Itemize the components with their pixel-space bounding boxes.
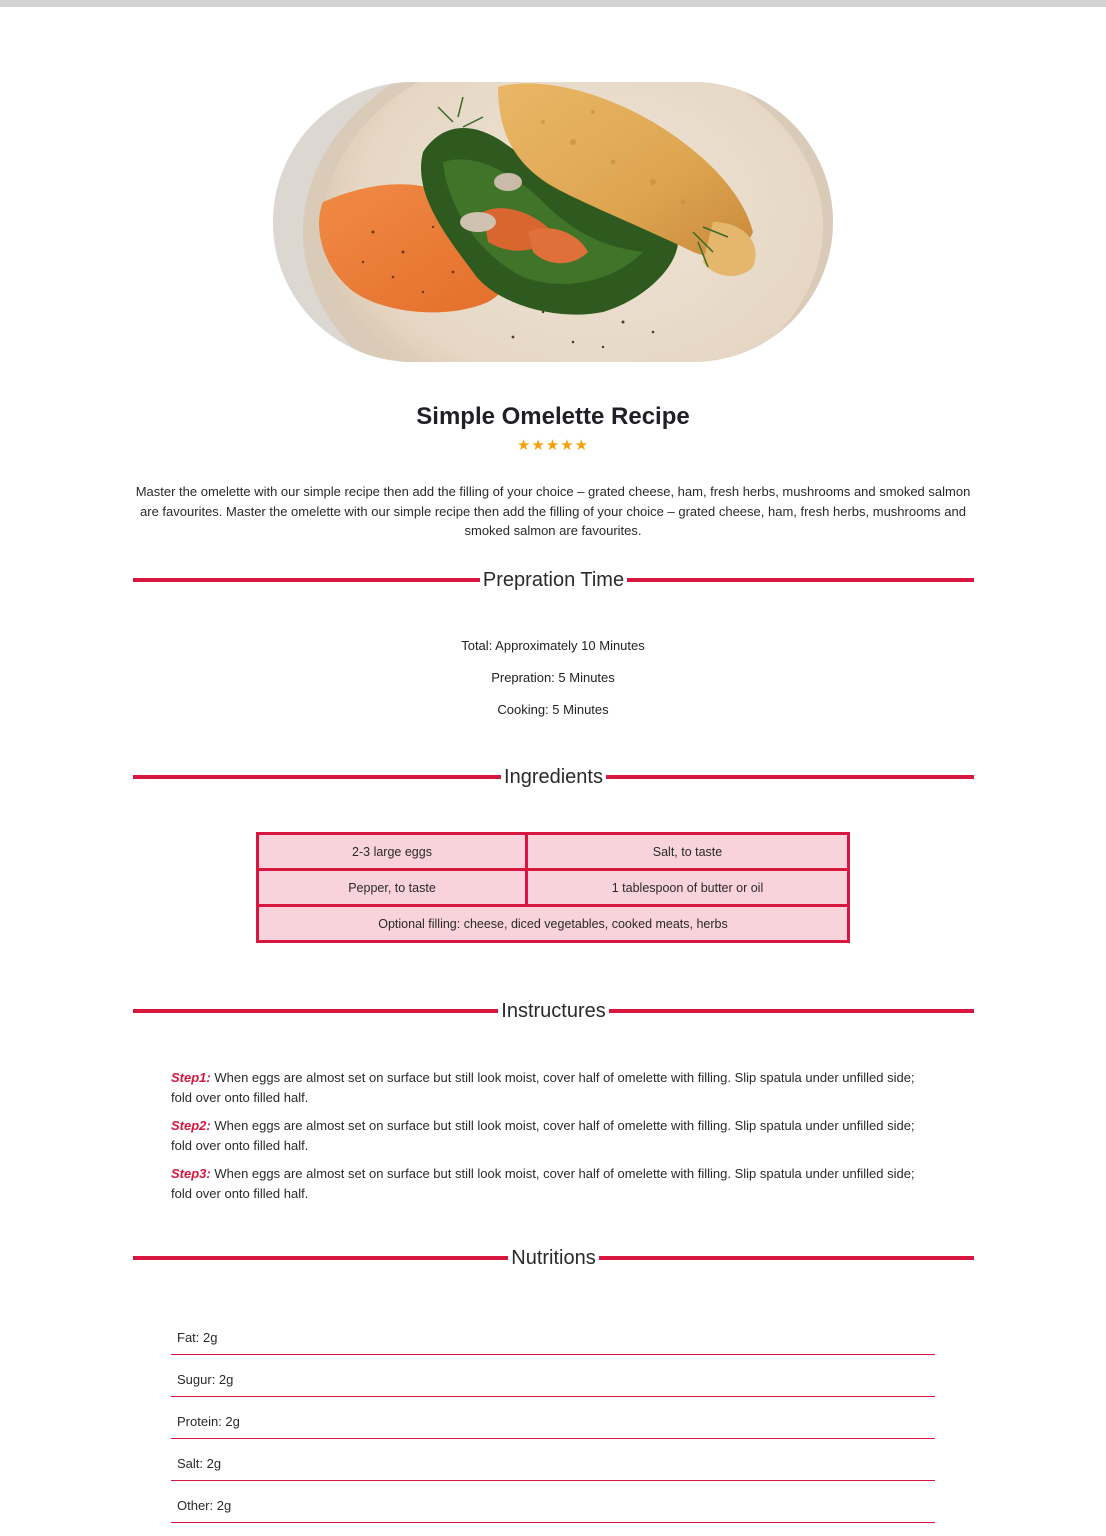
section-header-instructions <box>133 996 974 1026</box>
hero-image <box>273 82 833 362</box>
top-bar <box>0 0 1106 7</box>
section-header-ingredients <box>133 762 974 792</box>
divider-line-right <box>609 1009 974 1013</box>
ingredient-cell: Salt, to taste <box>527 834 849 870</box>
step-text: When eggs are almost set on surface but still look moist, cover half of omelette with filling. Slip spatula under unfilled side; fold over onto filled half. <box>171 1166 915 1201</box>
ingredient-cell: 2-3 large eggs <box>258 834 527 870</box>
ingredient-cell: Optional filling: cheese, diced vegetables, cooked meats, herbs <box>258 906 849 942</box>
section-header-nutritions <box>133 1243 974 1273</box>
divider-line-right <box>599 1256 974 1260</box>
recipe-intro: Master the omelette with our simple recipe then add the filling of your choice – grated cheese, ham, fresh herbs, mushrooms and smoked salmon are favourites. Master the omelette with our simple recipe then add the filling of your choice – grated cheese, ham, fresh herbs, mushrooms and smoked salmon are favourites. <box>135 484 971 538</box>
table-row <box>258 906 849 942</box>
ingredient-cell: Pepper, to taste <box>258 870 527 906</box>
prep-time-list <box>0 636 1106 732</box>
ingredient-cell: 1 tablespoon of butter or oil <box>527 870 849 906</box>
list-item: Other: 2g <box>171 1482 935 1523</box>
step-text: When eggs are almost set on surface but still look moist, cover half of omelette with filling. Slip spatula under unfilled side; fold over onto filled half. <box>171 1070 915 1105</box>
list-item: Sugur: 2g <box>171 1356 935 1397</box>
prep-time-cooking: Cooking: 5 Minutes <box>497 702 609 717</box>
table-row <box>258 834 849 870</box>
ingredients-table <box>256 832 850 943</box>
prep-time-preparation: Prepration: 5 Minutes <box>491 670 615 685</box>
section-title-instructions: Instructures <box>501 1000 606 1022</box>
divider-line-left <box>133 775 501 779</box>
prep-time-total: Total: Approximately 10 Minutes <box>461 638 645 653</box>
divider-line-right <box>627 578 974 582</box>
table-row <box>258 870 849 906</box>
nutrition-list <box>171 1314 935 1524</box>
divider-line-right <box>606 775 974 779</box>
list-item: Salt: 2g <box>171 1440 935 1481</box>
section-header-prep-time <box>133 565 974 595</box>
omelette-photo <box>273 82 833 362</box>
divider-line-left <box>133 1256 508 1260</box>
step-label: Step3: <box>171 1166 211 1181</box>
instruction-step <box>171 1116 931 1155</box>
step-label: Step1: <box>171 1070 211 1085</box>
list-item: Fat: 2g <box>171 1314 935 1355</box>
instruction-step <box>171 1068 931 1107</box>
step-text: When eggs are almost set on surface but still look moist, cover half of omelette with filling. Slip spatula under unfilled side; fold over onto filled half. <box>171 1118 915 1153</box>
list-item: Protein: 2g <box>171 1398 935 1439</box>
divider-line-left <box>133 1009 498 1013</box>
page-title: Simple Omelette Recipe <box>416 403 690 430</box>
section-title-ingredients: Ingredients <box>504 766 603 788</box>
section-title-nutritions: Nutritions <box>511 1247 596 1269</box>
instruction-step <box>171 1164 931 1203</box>
step-label: Step2: <box>171 1118 211 1133</box>
instruction-steps <box>171 1068 931 1212</box>
divider-line-left <box>133 578 480 582</box>
section-title-prep-time: Prepration Time <box>482 569 625 591</box>
rating-stars: ★★★★★ <box>516 437 590 454</box>
